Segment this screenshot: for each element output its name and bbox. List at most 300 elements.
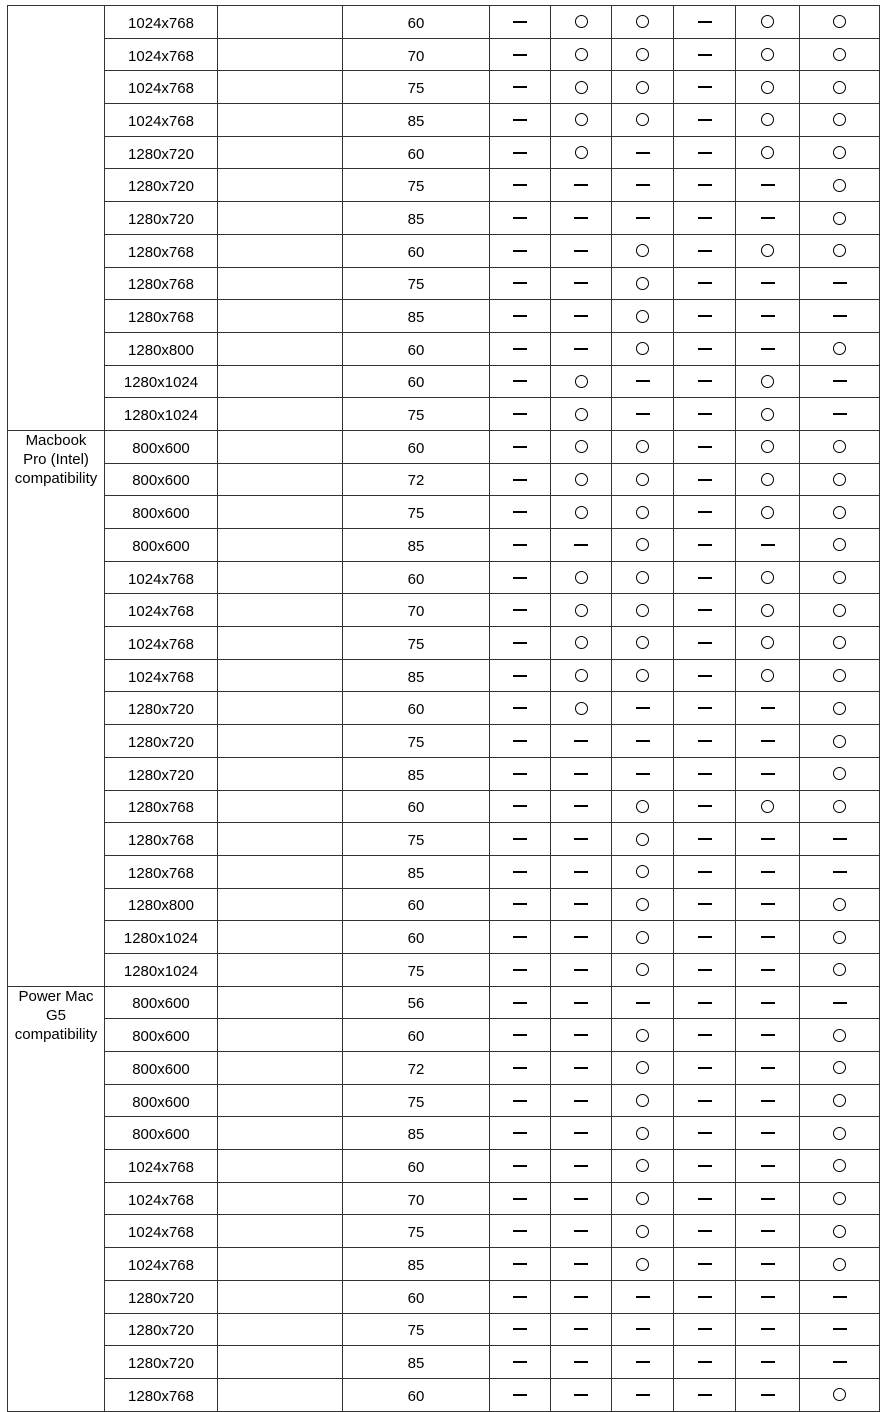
unsupported-dash-icon [761, 773, 775, 775]
support-cell [674, 953, 736, 986]
resolution-cell: 1280x768 [105, 234, 218, 267]
supported-circle-icon [833, 244, 846, 257]
support-cell [551, 659, 612, 692]
refresh-rate-cell: 85 [343, 757, 490, 790]
support-cell [736, 496, 800, 529]
support-cell [551, 136, 612, 169]
table-row [8, 1182, 880, 1215]
support-cell [490, 136, 551, 169]
empty-cell [218, 398, 343, 431]
empty-cell [218, 921, 343, 954]
supported-circle-icon [636, 833, 649, 846]
supported-circle-icon [636, 963, 649, 976]
unsupported-dash-icon [833, 380, 847, 382]
refresh-rate-cell: 75 [343, 953, 490, 986]
refresh-rate-cell: 75 [343, 627, 490, 660]
support-cell [490, 6, 551, 39]
empty-cell [218, 725, 343, 758]
support-cell [800, 202, 880, 235]
table-row [8, 921, 880, 954]
supported-circle-icon [833, 1225, 846, 1238]
supported-circle-icon [833, 1127, 846, 1140]
unsupported-dash-icon [636, 184, 650, 186]
support-cell [551, 202, 612, 235]
supported-circle-icon [575, 571, 588, 584]
support-cell [612, 1215, 674, 1248]
table-row [8, 594, 880, 627]
support-cell [612, 365, 674, 398]
support-cell [800, 300, 880, 333]
support-cell [800, 921, 880, 954]
support-cell [674, 1346, 736, 1379]
support-cell [551, 757, 612, 790]
support-cell [490, 1248, 551, 1281]
support-cell [736, 1215, 800, 1248]
supported-circle-icon [761, 506, 774, 519]
empty-cell [218, 1378, 343, 1411]
support-cell [490, 1019, 551, 1052]
support-cell [674, 71, 736, 104]
supported-circle-icon [575, 113, 588, 126]
resolution-cell: 1024x768 [105, 1150, 218, 1183]
support-cell [674, 1215, 736, 1248]
unsupported-dash-icon [833, 1328, 847, 1330]
support-cell [551, 790, 612, 823]
support-cell [551, 38, 612, 71]
unsupported-dash-icon [698, 1067, 712, 1069]
unsupported-dash-icon [698, 871, 712, 873]
unsupported-dash-icon [761, 184, 775, 186]
table-row [8, 430, 880, 463]
support-cell [490, 823, 551, 856]
support-cell [612, 1346, 674, 1379]
unsupported-dash-icon [513, 642, 527, 644]
support-cell [800, 790, 880, 823]
unsupported-dash-icon [513, 544, 527, 546]
supported-circle-icon [575, 146, 588, 159]
support-cell [800, 953, 880, 986]
unsupported-dash-icon [698, 86, 712, 88]
supported-circle-icon [833, 506, 846, 519]
unsupported-dash-icon [513, 1132, 527, 1134]
support-cell [612, 463, 674, 496]
unsupported-dash-icon [513, 217, 527, 219]
support-cell [800, 169, 880, 202]
empty-cell [218, 1313, 343, 1346]
support-cell [674, 1378, 736, 1411]
unsupported-dash-icon [574, 315, 588, 317]
unsupported-dash-icon [698, 1328, 712, 1330]
unsupported-dash-icon [574, 184, 588, 186]
support-cell [736, 561, 800, 594]
table-row [8, 365, 880, 398]
resolution-cell: 1280x720 [105, 1280, 218, 1313]
refresh-rate-cell: 60 [343, 921, 490, 954]
empty-cell [218, 790, 343, 823]
unsupported-dash-icon [698, 282, 712, 284]
unsupported-dash-icon [761, 1296, 775, 1298]
unsupported-dash-icon [761, 1263, 775, 1265]
support-cell [800, 1280, 880, 1313]
unsupported-dash-icon [513, 380, 527, 382]
support-cell [612, 757, 674, 790]
empty-cell [218, 38, 343, 71]
unsupported-dash-icon [698, 1132, 712, 1134]
unsupported-dash-icon [698, 675, 712, 677]
supported-circle-icon [833, 931, 846, 944]
support-cell [674, 725, 736, 758]
supported-circle-icon [636, 571, 649, 584]
supported-circle-icon [833, 898, 846, 911]
unsupported-dash-icon [698, 54, 712, 56]
unsupported-dash-icon [698, 217, 712, 219]
refresh-rate-cell: 75 [343, 267, 490, 300]
unsupported-dash-icon [513, 282, 527, 284]
support-cell [736, 659, 800, 692]
unsupported-dash-icon [636, 740, 650, 742]
table-row [8, 692, 880, 725]
supported-circle-icon [636, 244, 649, 257]
supported-circle-icon [761, 48, 774, 61]
table-row [8, 725, 880, 758]
support-cell [612, 1280, 674, 1313]
support-cell [736, 38, 800, 71]
support-cell [800, 332, 880, 365]
unsupported-dash-icon [761, 1328, 775, 1330]
unsupported-dash-icon [761, 1100, 775, 1102]
support-cell [612, 561, 674, 594]
resolution-cell: 1280x768 [105, 1378, 218, 1411]
supported-circle-icon [636, 1029, 649, 1042]
support-cell [674, 332, 736, 365]
unsupported-dash-icon [513, 1067, 527, 1069]
unsupported-dash-icon [574, 348, 588, 350]
empty-cell [218, 136, 343, 169]
support-cell [800, 692, 880, 725]
refresh-rate-cell: 85 [343, 202, 490, 235]
resolution-cell: 1280x768 [105, 267, 218, 300]
refresh-rate-cell: 60 [343, 1019, 490, 1052]
supported-circle-icon [833, 538, 846, 551]
unsupported-dash-icon [513, 1165, 527, 1167]
unsupported-dash-icon [761, 936, 775, 938]
empty-cell [218, 1280, 343, 1313]
support-cell [551, 855, 612, 888]
resolution-cell: 1280x800 [105, 888, 218, 921]
supported-circle-icon [575, 506, 588, 519]
support-cell [551, 1117, 612, 1150]
refresh-rate-cell: 70 [343, 38, 490, 71]
supported-circle-icon [833, 1094, 846, 1107]
supported-circle-icon [761, 473, 774, 486]
support-cell [612, 627, 674, 660]
unsupported-dash-icon [698, 380, 712, 382]
unsupported-dash-icon [698, 642, 712, 644]
support-cell [490, 234, 551, 267]
unsupported-dash-icon [698, 250, 712, 252]
unsupported-dash-icon [513, 479, 527, 481]
unsupported-dash-icon [761, 838, 775, 840]
support-cell [800, 757, 880, 790]
support-cell [800, 1182, 880, 1215]
supported-circle-icon [761, 669, 774, 682]
support-cell [736, 398, 800, 431]
unsupported-dash-icon [513, 152, 527, 154]
unsupported-dash-icon [698, 805, 712, 807]
resolution-cell: 1280x800 [105, 332, 218, 365]
unsupported-dash-icon [513, 1002, 527, 1004]
unsupported-dash-icon [513, 511, 527, 513]
support-cell [800, 1117, 880, 1150]
group-label-line: Macbook [25, 431, 87, 449]
supported-circle-icon [833, 146, 846, 159]
support-cell [612, 529, 674, 562]
supported-circle-icon [636, 865, 649, 878]
unsupported-dash-icon [513, 838, 527, 840]
support-cell [612, 888, 674, 921]
unsupported-dash-icon [698, 969, 712, 971]
support-cell [551, 529, 612, 562]
support-cell [490, 627, 551, 660]
table-row [8, 627, 880, 660]
supported-circle-icon [833, 604, 846, 617]
unsupported-dash-icon [833, 1361, 847, 1363]
supported-circle-icon [761, 571, 774, 584]
resolution-cell: 1280x720 [105, 169, 218, 202]
unsupported-dash-icon [513, 773, 527, 775]
resolution-cell: 800x600 [105, 1019, 218, 1052]
unsupported-dash-icon [698, 413, 712, 415]
supported-circle-icon [636, 473, 649, 486]
empty-cell [218, 692, 343, 725]
unsupported-dash-icon [513, 871, 527, 873]
support-cell [800, 1084, 880, 1117]
supported-circle-icon [761, 81, 774, 94]
supported-circle-icon [636, 506, 649, 519]
support-cell [800, 627, 880, 660]
group-label-cell [8, 430, 105, 986]
refresh-rate-cell: 85 [343, 1117, 490, 1150]
unsupported-dash-icon [698, 1296, 712, 1298]
refresh-rate-cell: 75 [343, 496, 490, 529]
resolution-cell: 1280x1024 [105, 398, 218, 431]
unsupported-dash-icon [698, 577, 712, 579]
support-cell [551, 1346, 612, 1379]
table-row [8, 234, 880, 267]
supported-circle-icon [833, 1388, 846, 1401]
support-cell [612, 234, 674, 267]
support-cell [490, 169, 551, 202]
support-cell [800, 463, 880, 496]
unsupported-dash-icon [574, 544, 588, 546]
support-cell [800, 104, 880, 137]
supported-circle-icon [833, 113, 846, 126]
resolution-cell: 1280x768 [105, 823, 218, 856]
unsupported-dash-icon [513, 184, 527, 186]
support-cell [612, 300, 674, 333]
support-cell [800, 986, 880, 1019]
support-cell [674, 104, 736, 137]
unsupported-dash-icon [833, 1296, 847, 1298]
support-cell [551, 1313, 612, 1346]
unsupported-dash-icon [761, 1165, 775, 1167]
supported-circle-icon [636, 310, 649, 323]
supported-circle-icon [636, 636, 649, 649]
unsupported-dash-icon [636, 152, 650, 154]
support-cell [674, 1150, 736, 1183]
support-cell [551, 692, 612, 725]
resolution-cell: 800x600 [105, 430, 218, 463]
unsupported-dash-icon [574, 903, 588, 905]
unsupported-dash-icon [513, 348, 527, 350]
unsupported-dash-icon [833, 838, 847, 840]
support-cell [612, 1182, 674, 1215]
support-cell [612, 71, 674, 104]
supported-circle-icon [575, 669, 588, 682]
refresh-rate-cell: 60 [343, 332, 490, 365]
support-cell [490, 267, 551, 300]
table-row [8, 1084, 880, 1117]
supported-circle-icon [636, 669, 649, 682]
support-cell [612, 725, 674, 758]
support-cell [551, 430, 612, 463]
unsupported-dash-icon [513, 675, 527, 677]
supported-circle-icon [833, 571, 846, 584]
support-cell [551, 234, 612, 267]
support-cell [736, 725, 800, 758]
unsupported-dash-icon [574, 838, 588, 840]
table-row [8, 71, 880, 104]
table-row [8, 790, 880, 823]
supported-circle-icon [833, 1159, 846, 1172]
unsupported-dash-icon [698, 740, 712, 742]
unsupported-dash-icon [636, 380, 650, 382]
support-cell [674, 986, 736, 1019]
support-cell [551, 561, 612, 594]
support-cell [551, 888, 612, 921]
support-cell [490, 921, 551, 954]
supported-circle-icon [761, 440, 774, 453]
empty-cell [218, 561, 343, 594]
unsupported-dash-icon [513, 1394, 527, 1396]
unsupported-dash-icon [761, 1132, 775, 1134]
support-cell [736, 1313, 800, 1346]
support-cell [551, 1084, 612, 1117]
empty-cell [218, 594, 343, 627]
supported-circle-icon [636, 48, 649, 61]
resolution-cell: 1024x768 [105, 6, 218, 39]
support-cell [736, 757, 800, 790]
support-cell [612, 1248, 674, 1281]
support-cell [674, 1280, 736, 1313]
support-cell [490, 790, 551, 823]
support-cell [612, 855, 674, 888]
refresh-rate-cell: 75 [343, 71, 490, 104]
group-label-line: G5 [45, 1006, 66, 1024]
resolution-cell: 1024x768 [105, 71, 218, 104]
empty-cell [218, 202, 343, 235]
supported-circle-icon [636, 1258, 649, 1271]
support-cell [736, 627, 800, 660]
unsupported-dash-icon [513, 86, 527, 88]
support-cell [800, 1378, 880, 1411]
refresh-rate-cell: 85 [343, 300, 490, 333]
support-cell [736, 986, 800, 1019]
unsupported-dash-icon [698, 1165, 712, 1167]
support-cell [612, 1378, 674, 1411]
table-row [8, 6, 880, 39]
unsupported-dash-icon [513, 54, 527, 56]
support-cell [800, 136, 880, 169]
support-cell [612, 986, 674, 1019]
unsupported-dash-icon [636, 413, 650, 415]
refresh-rate-cell: 56 [343, 986, 490, 1019]
supported-circle-icon [833, 800, 846, 813]
support-cell [674, 659, 736, 692]
table-row [8, 300, 880, 333]
empty-cell [218, 1248, 343, 1281]
empty-cell [218, 104, 343, 137]
supported-circle-icon [761, 15, 774, 28]
support-cell [551, 71, 612, 104]
support-cell [551, 300, 612, 333]
resolution-cell: 1280x720 [105, 692, 218, 725]
table-row [8, 202, 880, 235]
support-cell [736, 953, 800, 986]
refresh-rate-cell: 60 [343, 136, 490, 169]
support-cell [551, 1150, 612, 1183]
supported-circle-icon [575, 81, 588, 94]
unsupported-dash-icon [513, 1296, 527, 1298]
table-row [8, 38, 880, 71]
support-cell [612, 823, 674, 856]
support-cell [736, 1346, 800, 1379]
refresh-rate-cell: 85 [343, 529, 490, 562]
support-cell [490, 1150, 551, 1183]
compatibility-table [7, 5, 880, 1412]
unsupported-dash-icon [513, 903, 527, 905]
support-cell [674, 1117, 736, 1150]
unsupported-dash-icon [698, 21, 712, 23]
group-label-line: Power Mac [18, 987, 94, 1005]
resolution-cell: 1280x1024 [105, 953, 218, 986]
support-cell [736, 1117, 800, 1150]
support-cell [674, 169, 736, 202]
support-cell [800, 234, 880, 267]
support-cell [612, 1019, 674, 1052]
support-cell [551, 1052, 612, 1085]
support-cell [674, 757, 736, 790]
unsupported-dash-icon [574, 1002, 588, 1004]
unsupported-dash-icon [513, 1328, 527, 1330]
support-cell [551, 594, 612, 627]
support-cell [800, 1019, 880, 1052]
table-row [8, 1215, 880, 1248]
unsupported-dash-icon [698, 838, 712, 840]
support-cell [490, 725, 551, 758]
table-row [8, 463, 880, 496]
unsupported-dash-icon [698, 544, 712, 546]
table-row [8, 1019, 880, 1052]
supported-circle-icon [761, 604, 774, 617]
unsupported-dash-icon [698, 1002, 712, 1004]
unsupported-dash-icon [833, 413, 847, 415]
unsupported-dash-icon [761, 544, 775, 546]
support-cell [674, 398, 736, 431]
resolution-cell: 1280x720 [105, 1313, 218, 1346]
supported-circle-icon [833, 473, 846, 486]
support-cell [490, 757, 551, 790]
